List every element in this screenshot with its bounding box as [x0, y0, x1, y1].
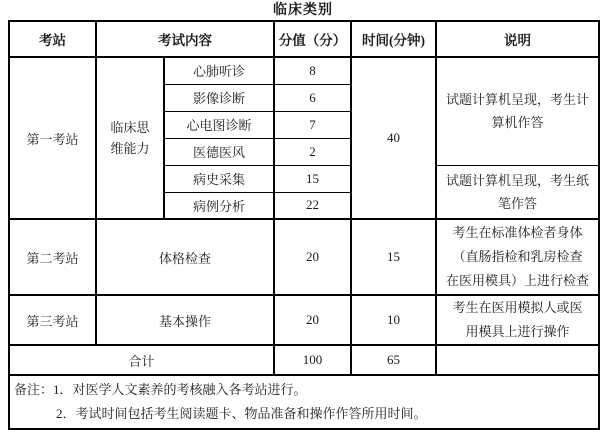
item-label: 心肺听诊: [164, 57, 274, 84]
station3-row: [9, 295, 599, 345]
total-time: 65: [351, 345, 436, 375]
station3-time: 10: [351, 295, 436, 345]
item-score: 15: [274, 165, 351, 192]
header-content: 考试内容: [96, 21, 274, 57]
table-row: [9, 57, 599, 84]
header-note: 说明: [436, 21, 599, 57]
remarks-line-2: 2．考试时间包括考生阅读题卡、物品准备和操作作答所用时间。: [56, 406, 427, 421]
station1-note-computer: [436, 57, 599, 165]
remarks-line-1: 备注：1．对医学人文素养的考核融入各考站进行。: [14, 382, 307, 397]
item-score: 8: [274, 57, 351, 84]
remarks-row: [9, 375, 599, 429]
station1-time: 40: [351, 57, 436, 219]
item-score: 6: [274, 84, 351, 111]
item-label: 影像诊断: [164, 84, 274, 111]
note-line: 在医用模具）上进行检查: [445, 273, 589, 288]
total-label: 合计: [9, 345, 274, 375]
item-score: 22: [274, 192, 351, 219]
note-line: 试题计算机呈现，考生计: [445, 92, 589, 108]
item-label: 医德医风: [164, 138, 274, 165]
station3-content: 基本操作: [96, 295, 274, 345]
item-label: 病例分析: [164, 192, 274, 219]
station2-name: 第二考站: [9, 219, 96, 295]
item-score: 7: [274, 111, 351, 138]
remarks-cell: [9, 375, 599, 429]
exam-schedule-table: [8, 20, 600, 430]
note-line: 算机作答: [491, 115, 544, 131]
station1-name: 第一考站: [9, 57, 96, 219]
note-line: 试题计算机呈现，考生纸: [445, 172, 589, 188]
item-label: 病史采集: [164, 165, 274, 192]
station2-note: [436, 219, 599, 295]
total-note-empty-cell: [436, 345, 599, 375]
header-score: 分值（分）: [274, 21, 351, 57]
station2-row: [9, 219, 599, 295]
item-score: 2: [274, 138, 351, 165]
note-line: 考生在标准体检者身体: [452, 225, 583, 240]
station1-note-paper: [436, 165, 599, 219]
station2-score: 20: [274, 219, 351, 295]
station2-time: 15: [351, 219, 436, 295]
note-line: 考生在医用模拟人或医: [452, 300, 583, 315]
note-line: 用模具上进行操作: [465, 324, 570, 339]
page-title: 临床类别: [273, 3, 333, 18]
header-row: [9, 21, 599, 57]
item-label: 心电图诊断: [164, 111, 274, 138]
note-line: 笔作答: [497, 195, 537, 211]
station1-group-line2: 维能力: [110, 141, 150, 156]
station2-content: 体格检查: [96, 219, 274, 295]
total-score: 100: [274, 345, 351, 375]
header-time: 时间(分钟): [351, 21, 436, 57]
header-station: 考站: [9, 21, 96, 57]
station3-name: 第三考站: [9, 295, 96, 345]
station3-note: [436, 295, 599, 345]
total-row: [9, 345, 599, 375]
note-line: （直肠指检和乳房检查: [452, 249, 583, 264]
station1-group: [96, 57, 164, 219]
station3-score: 20: [274, 295, 351, 345]
station1-group-line1: 临床思: [110, 120, 150, 135]
